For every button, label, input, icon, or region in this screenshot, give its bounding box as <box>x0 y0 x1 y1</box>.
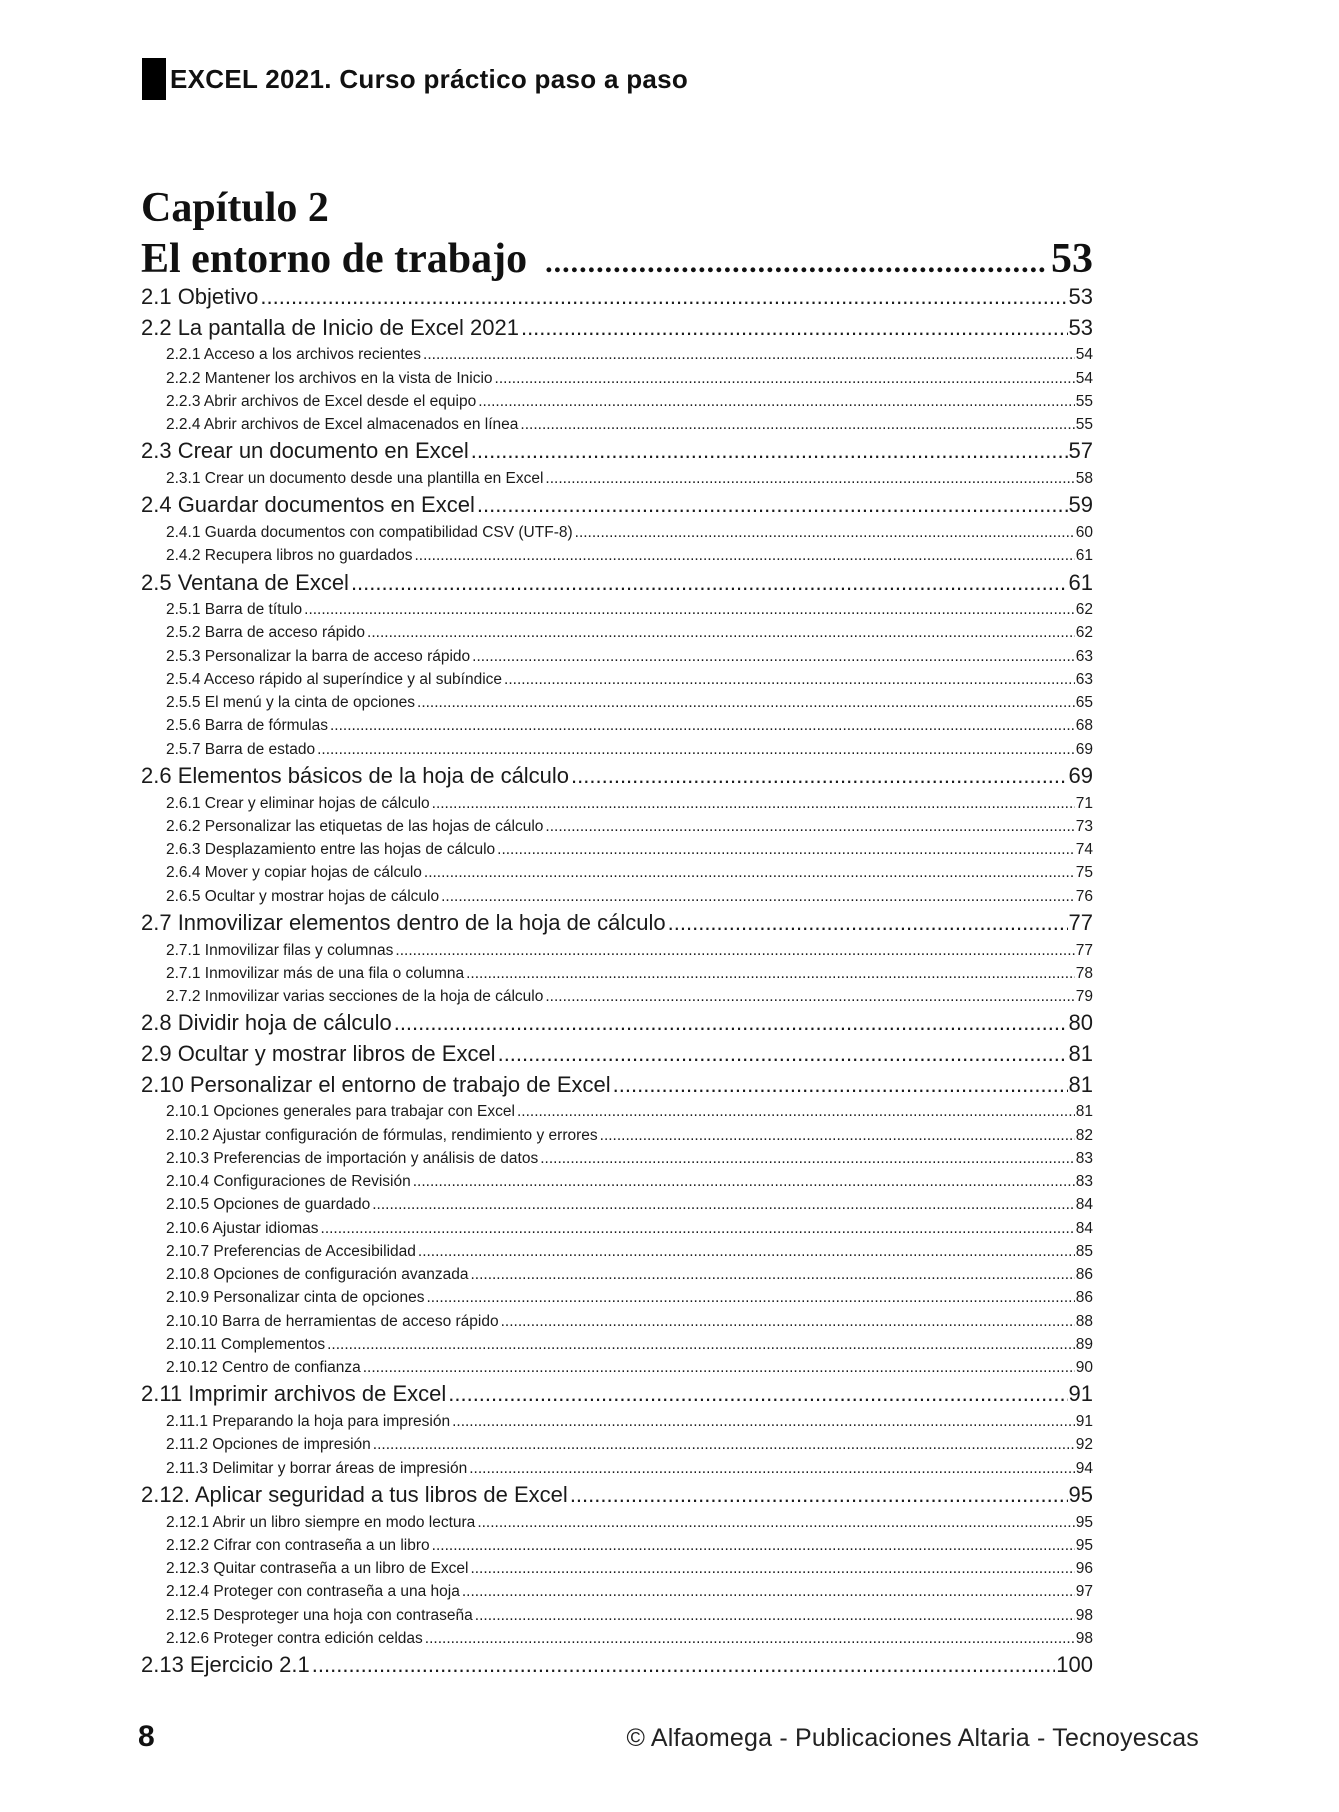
chapter-title: El entorno de trabajo <box>141 236 528 282</box>
dot-leader <box>260 282 1067 313</box>
toc-entry-label: 2.5.5 El menú y la cinta de opciones <box>166 694 416 712</box>
toc-entry-page: 61 <box>1068 569 1093 595</box>
toc-subsection-entry[interactable] <box>141 1433 1093 1456</box>
toc-entry-label: 2.10.5 Opciones de guardado <box>166 1196 371 1214</box>
toc-entry-page: 63 <box>1075 647 1093 665</box>
toc-entry-label: 2.10 Personalizar el entorno de trabajo de Excel <box>141 1071 611 1097</box>
dot-leader <box>466 962 1075 985</box>
toc-subsection-entry[interactable] <box>141 1333 1093 1356</box>
toc-subsection-entry[interactable] <box>141 1627 1093 1650</box>
toc-entry-label: 2.11 Imprimir archivos de Excel <box>141 1381 447 1407</box>
dot-leader <box>417 691 1075 714</box>
toc-entry-page: 54 <box>1075 369 1093 387</box>
toc-entry-label: 2.3 Crear un documento en Excel <box>141 438 469 464</box>
toc-entry-page: 81 <box>1068 1041 1093 1066</box>
toc-entry-label: 2.6.5 Ocultar y mostrar hojas de cálculo <box>166 887 440 905</box>
toc-subsection-entry[interactable] <box>141 621 1093 644</box>
dot-leader <box>414 544 1074 567</box>
toc-entry-page: 89 <box>1075 1335 1093 1353</box>
toc-entry-label: 2.10.2 Ajustar configuración de fórmulas, rendimiento y errores <box>166 1126 598 1144</box>
toc-entry-page: 57 <box>1068 438 1093 464</box>
toc-entry-label: 2.10.1 Opciones generales para trabajar con Excel <box>166 1103 515 1121</box>
toc-subsection-entry[interactable] <box>141 668 1093 691</box>
toc-entry-page: 77 <box>1068 909 1093 935</box>
toc-entry-label: 2.5 Ventana de Excel <box>141 569 349 595</box>
toc-entry-page: 85 <box>1075 1242 1093 1260</box>
toc-entry-label: 2.3.1 Crear un documento desde una plantilla en Excel <box>166 470 544 488</box>
toc-entry-label: 2.5.7 Barra de estado <box>166 740 316 758</box>
dot-leader <box>330 714 1075 737</box>
toc-subsection-entry[interactable] <box>141 521 1093 544</box>
toc-entry-page: 90 <box>1075 1359 1093 1377</box>
toc-entry-label: 2.9 Ocultar y mostrar libros de Excel <box>141 1041 496 1066</box>
toc-subsection-entry[interactable] <box>141 1534 1093 1557</box>
dot-leader <box>477 490 1068 521</box>
toc-subsection-entry[interactable] <box>141 838 1093 861</box>
toc-entry-page: 96 <box>1075 1560 1093 1577</box>
dot-leader <box>521 313 1068 344</box>
toc-subsection-entry[interactable] <box>141 1240 1093 1263</box>
dot-leader <box>317 738 1075 761</box>
toc-entry-page: 95 <box>1075 1536 1093 1554</box>
toc-subsection-entry[interactable] <box>141 1580 1093 1603</box>
toc-entry-page: 74 <box>1075 841 1093 859</box>
dot-leader <box>312 1650 1056 1681</box>
dot-leader <box>470 1557 1074 1580</box>
toc-entry-label: 2.10.3 Preferencias de importación y análisis de datos <box>166 1149 539 1167</box>
toc-entry-page: 94 <box>1075 1459 1093 1477</box>
toc-entry-label: 2.4.2 Recupera libros no guardados <box>166 547 413 565</box>
toc-section-entry[interactable] <box>141 908 1093 939</box>
toc-subsection-entry[interactable] <box>141 1310 1093 1333</box>
toc-entry-label: 2.13 Ejercicio 2.1 <box>141 1652 310 1677</box>
toc-entry-label: 2.12.4 Proteger con contraseña a una hoja <box>166 1583 460 1601</box>
toc-entry-label: 2.2.2 Mantener los archivos en la vista de Inicio <box>166 369 493 387</box>
dot-leader <box>668 908 1068 939</box>
dot-leader <box>613 1070 1068 1101</box>
toc-entry-page: 83 <box>1075 1173 1093 1191</box>
dot-leader <box>351 568 1068 599</box>
toc-entry-page: 76 <box>1075 887 1093 905</box>
toc-entry-page: 60 <box>1075 524 1093 541</box>
toc-entry-page: 88 <box>1075 1312 1093 1330</box>
dot-leader <box>427 1286 1075 1309</box>
toc-entry-page: 75 <box>1075 864 1093 882</box>
toc-entry-label: 2.2.3 Abrir archivos de Excel desde el equipo <box>166 392 477 410</box>
running-header <box>142 58 688 100</box>
toc-entry-page: 97 <box>1075 1583 1093 1601</box>
toc-subsection-entry[interactable] <box>141 390 1093 413</box>
toc-entry-page: 95 <box>1068 1481 1093 1507</box>
toc-subsection-entry[interactable] <box>141 1263 1093 1286</box>
toc-subsection-entry[interactable] <box>141 598 1093 621</box>
toc-entry-page: 69 <box>1075 740 1093 758</box>
toc-entry-label: 2.7.1 Inmovilizar más de una fila o columna <box>166 964 465 982</box>
dot-leader <box>321 1217 1075 1240</box>
toc-entry-label: 2.2 La pantalla de Inicio de Excel 2021 <box>141 314 519 340</box>
toc-entry-label: 2.10.8 Opciones de configuración avanzada <box>166 1266 469 1284</box>
toc-entry-label: 2.12.3 Quitar contraseña a un libro de Excel <box>166 1560 469 1577</box>
toc-entry-label: 2.7 Inmovilizar elementos dentro de la hoja de cálculo <box>141 909 666 935</box>
toc-subsection-entry[interactable] <box>141 544 1093 567</box>
toc-entry-page: 91 <box>1068 1381 1093 1407</box>
toc-entry-page: 79 <box>1075 988 1093 1006</box>
dot-leader <box>545 815 1074 838</box>
toc-section-entry[interactable] <box>141 1480 1093 1511</box>
toc-entry-label: 2.12.6 Proteger contra edición celdas <box>166 1629 423 1647</box>
toc-subsection-entry[interactable] <box>141 1557 1093 1580</box>
dot-leader <box>373 1433 1075 1456</box>
toc-section-entry[interactable] <box>141 282 1093 313</box>
toc-section-entry[interactable] <box>141 761 1093 792</box>
toc-subsection-entry[interactable] <box>141 645 1093 668</box>
dot-leader <box>448 1379 1067 1410</box>
toc-subsection-entry[interactable] <box>141 939 1093 962</box>
dot-leader <box>472 645 1075 668</box>
toc-entry-page: 82 <box>1075 1126 1093 1144</box>
toc-entry-page: 58 <box>1075 470 1093 488</box>
dot-leader <box>432 792 1075 815</box>
toc-subsection-entry[interactable] <box>141 367 1093 390</box>
toc-entry-page: 78 <box>1075 964 1093 982</box>
dot-leader <box>367 621 1075 644</box>
dot-leader <box>423 343 1075 366</box>
toc-subsection-entry[interactable] <box>141 985 1093 1008</box>
toc-entry-page: 84 <box>1075 1196 1093 1214</box>
dot-leader <box>504 668 1075 691</box>
toc-entry-page: 84 <box>1075 1219 1093 1237</box>
toc-section-entry[interactable] <box>141 313 1093 344</box>
dot-leader <box>469 1457 1075 1480</box>
dot-leader <box>498 1039 1068 1070</box>
toc-subsection-entry[interactable] <box>141 861 1093 884</box>
toc-entry-page: 83 <box>1075 1149 1093 1167</box>
toc-entry-label: 2.10.12 Centro de confianza <box>166 1359 361 1377</box>
toc-entry-label: 2.6.3 Desplazamiento entre las hojas de cálculo <box>166 841 496 859</box>
table-of-contents <box>141 282 1093 1681</box>
dot-leader <box>520 413 1074 436</box>
toc-entry-label: 2.5.3 Personalizar la barra de acceso rápido <box>166 647 471 665</box>
toc-subsection-entry[interactable] <box>141 691 1093 714</box>
toc-subsection-entry[interactable] <box>141 343 1093 366</box>
chapter-label: Capítulo 2 <box>141 185 329 231</box>
dot-leader <box>395 939 1074 962</box>
toc-entry-label: 2.11.3 Delimitar y borrar áreas de impresión <box>166 1459 468 1477</box>
dot-leader <box>452 1410 1075 1433</box>
dot-leader <box>471 436 1068 467</box>
dot-leader <box>540 1147 1075 1170</box>
dot-leader <box>545 985 1074 1008</box>
toc-entry-page: 55 <box>1075 392 1093 410</box>
toc-entry-page: 62 <box>1075 624 1093 642</box>
toc-subsection-entry[interactable] <box>141 714 1093 737</box>
dot-leader <box>418 1240 1075 1263</box>
dot-leader <box>413 1170 1075 1193</box>
toc-subsection-entry[interactable] <box>141 1457 1093 1480</box>
dot-leader <box>475 1604 1075 1627</box>
toc-subsection-entry[interactable] <box>141 1410 1093 1433</box>
toc-entry-page: 81 <box>1075 1103 1093 1121</box>
toc-entry-label: 2.12.1 Abrir un libro siempre en modo lectura <box>166 1513 476 1531</box>
dot-leader <box>545 467 1074 490</box>
dot-leader <box>575 521 1075 544</box>
toc-entry-label: 2.6.2 Personalizar las etiquetas de las hojas de cálculo <box>166 817 544 835</box>
toc-subsection-entry[interactable] <box>141 885 1093 908</box>
toc-entry-page: 86 <box>1075 1289 1093 1307</box>
toc-entry-page: 63 <box>1075 670 1093 688</box>
toc-entry-label: 2.6.1 Crear y eliminar hojas de cálculo <box>166 794 430 812</box>
toc-section-entry[interactable] <box>141 490 1093 521</box>
toc-entry-page: 80 <box>1068 1010 1093 1036</box>
toc-subsection-entry[interactable] <box>141 467 1093 490</box>
dot-leader <box>571 761 1067 792</box>
toc-entry-page: 73 <box>1075 817 1093 835</box>
toc-entry-label: 2.10.9 Personalizar cinta de opciones <box>166 1289 425 1307</box>
toc-entry-page: 86 <box>1075 1266 1093 1284</box>
toc-entry-page: 55 <box>1075 416 1093 434</box>
toc-section-entry[interactable] <box>141 568 1093 599</box>
dot-leader <box>424 861 1075 884</box>
toc-subsection-entry[interactable] <box>141 1286 1093 1309</box>
dot-leader <box>363 1356 1075 1379</box>
toc-entry-page: 62 <box>1075 601 1093 619</box>
toc-subsection-entry[interactable] <box>141 1124 1093 1147</box>
toc-entry-label: 2.10.4 Configuraciones de Revisión <box>166 1173 411 1191</box>
toc-section-entry[interactable] <box>141 1070 1093 1101</box>
toc-subsection-entry[interactable] <box>141 1170 1093 1193</box>
dot-leader <box>600 1124 1075 1147</box>
dot-leader <box>470 1263 1074 1286</box>
toc-entry-label: 2.11.1 Preparando la hoja para impresión <box>166 1413 451 1431</box>
dot-leader <box>462 1580 1075 1603</box>
dot-leader <box>425 1627 1075 1650</box>
dot-leader <box>570 1480 1068 1511</box>
dot-leader <box>477 1511 1074 1534</box>
toc-entry-label: 2.4.1 Guarda documentos con compatibilidad CSV (UTF-8) <box>166 524 573 541</box>
toc-subsection-entry[interactable] <box>141 1217 1093 1240</box>
toc-subsection-entry[interactable] <box>141 1100 1093 1123</box>
toc-section-entry[interactable] <box>141 436 1093 467</box>
dot-leader <box>372 1193 1075 1216</box>
toc-entry-label: 2.6 Elementos básicos de la hoja de cálculo <box>141 762 570 788</box>
toc-entry-label: 2.5.6 Barra de fórmulas <box>166 717 328 735</box>
toc-entry-page: 53 <box>1068 314 1093 340</box>
toc-entry-page: 68 <box>1075 717 1093 735</box>
toc-entry-label: 2.8 Dividir hoja de cálculo <box>141 1010 392 1036</box>
toc-entry-label: 2.11.2 Opciones de impresión <box>166 1436 371 1454</box>
toc-entry-page: 95 <box>1075 1513 1093 1531</box>
toc-entry-page: 59 <box>1068 492 1093 518</box>
toc-entry-label: 2.7.1 Inmovilizar filas y columnas <box>166 941 394 959</box>
toc-entry-label: 2.5.2 Barra de acceso rápido <box>166 624 366 642</box>
toc-entry-page: 100 <box>1056 1652 1093 1677</box>
toc-entry-label: 2.10.11 Complementos <box>166 1335 326 1353</box>
toc-entry-page: 65 <box>1075 694 1093 712</box>
toc-entry-label: 2.5.1 Barra de título <box>166 601 303 619</box>
toc-subsection-entry[interactable] <box>141 413 1093 436</box>
dot-leader <box>327 1333 1075 1356</box>
toc-entry-page: 71 <box>1075 794 1093 812</box>
toc-entry-page: 98 <box>1075 1606 1093 1624</box>
toc-entry-page: 69 <box>1068 762 1093 788</box>
toc-entry-label: 2.2.4 Abrir archivos de Excel almacenados en línea <box>166 416 519 434</box>
toc-entry-label: 2.12.2 Cifrar con contraseña a un libro <box>166 1536 430 1554</box>
dot-leader <box>304 598 1075 621</box>
toc-entry-page: 81 <box>1068 1071 1093 1097</box>
toc-entry-label: 2.10.10 Barra de herramientas de acceso rápido <box>166 1312 499 1330</box>
toc-section-entry[interactable] <box>141 1039 1093 1070</box>
toc-entry-label: 2.2.1 Acceso a los archivos recientes <box>166 346 422 364</box>
toc-entry-label: 2.12. Aplicar seguridad a tus libros de Excel <box>141 1481 568 1507</box>
toc-subsection-entry[interactable] <box>141 1356 1093 1379</box>
toc-section-entry[interactable] <box>141 1650 1093 1681</box>
toc-entry-label: 2.5.4 Acceso rápido al superíndice y al subíndice <box>166 670 503 688</box>
toc-entry-page: 54 <box>1075 346 1093 364</box>
page-number: 8 <box>138 1720 155 1753</box>
toc-subsection-entry[interactable] <box>141 962 1093 985</box>
toc-entry-page: 61 <box>1075 547 1093 565</box>
toc-entry-page: 53 <box>1068 284 1093 309</box>
toc-entry-label: 2.1 Objetivo <box>141 284 259 309</box>
chapter-title-entry[interactable] <box>141 233 1093 289</box>
dot-leader <box>497 838 1075 861</box>
toc-subsection-entry[interactable] <box>141 1604 1093 1627</box>
toc-entry-label: 2.10.6 Ajustar idiomas <box>166 1219 319 1237</box>
dot-leader <box>495 367 1075 390</box>
footer-credit: © Alfaomega - Publicaciones Altaria - Tecnoyescas <box>626 1724 1199 1752</box>
toc-section-entry[interactable] <box>141 1379 1093 1410</box>
header-bar-mark <box>142 58 166 100</box>
toc-entry-label: 2.6.4 Mover y copiar hojas de cálculo <box>166 864 422 882</box>
toc-entry-page: 77 <box>1075 941 1093 959</box>
dot-leader <box>441 885 1075 908</box>
toc-subsection-entry[interactable] <box>141 1147 1093 1170</box>
dot-leader <box>501 1310 1075 1333</box>
dot-leader <box>517 1100 1075 1123</box>
toc-subsection-entry[interactable] <box>141 815 1093 838</box>
toc-entry-label: 2.7.2 Inmovilizar varias secciones de la hoja de cálculo <box>166 988 544 1006</box>
toc-entry-label: 2.4 Guardar documentos en Excel <box>141 492 475 518</box>
toc-subsection-entry[interactable] <box>141 1193 1093 1216</box>
toc-entry-page: 98 <box>1075 1629 1093 1647</box>
toc-subsection-entry[interactable] <box>141 792 1093 815</box>
toc-entry-page: 91 <box>1075 1413 1093 1431</box>
chapter-page-number: 53 <box>1051 236 1093 282</box>
dot-leader <box>432 1534 1075 1557</box>
toc-subsection-entry[interactable] <box>141 1511 1093 1534</box>
toc-subsection-entry[interactable] <box>141 738 1093 761</box>
toc-entry-label: 2.10.7 Preferencias de Accesibilidad <box>166 1242 416 1260</box>
toc-entry-page: 92 <box>1075 1436 1093 1454</box>
toc-entry-label: 2.12.5 Desproteger una hoja con contraseña <box>166 1606 473 1624</box>
running-title: EXCEL 2021. Curso práctico paso a paso <box>170 63 689 94</box>
toc-section-entry[interactable] <box>141 1008 1093 1039</box>
dot-leader <box>478 390 1075 413</box>
dot-leader <box>394 1008 1068 1039</box>
